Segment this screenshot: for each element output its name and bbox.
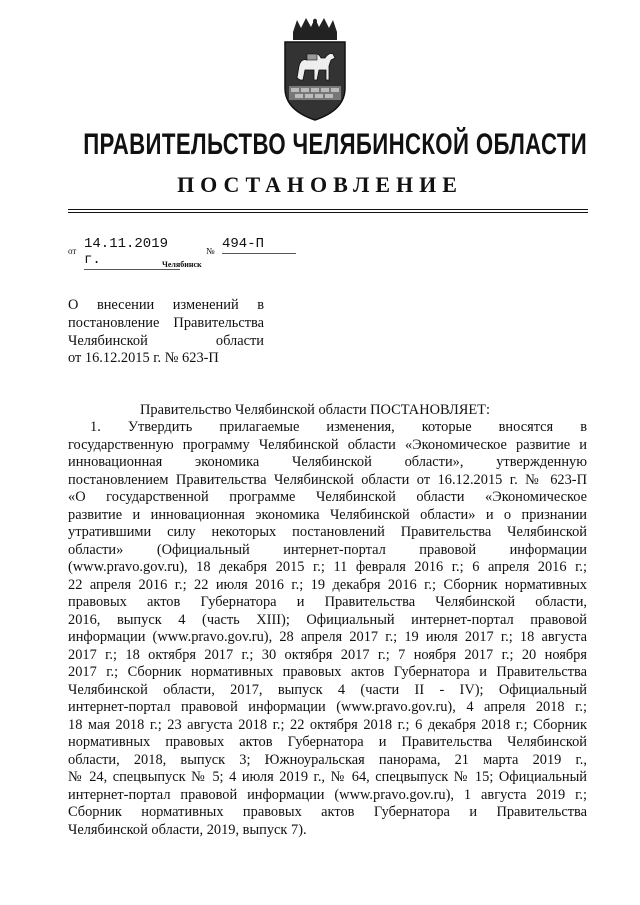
subject-line: постановление Правительства	[68, 314, 264, 331]
body-line: интернет-портал правовой информации (www.pravo.gov.ru), 4 апреля 2018 г.;	[68, 699, 587, 715]
body-line: Челябинской области, 2019, выпуск 7).	[68, 821, 307, 838]
body-line: инновационная экономика Челябинской области», утвержденную	[68, 454, 587, 470]
body-line: 2016, выпуск 4 (часть XIII); Официальный интернет-портал правовой	[68, 611, 587, 628]
body-line: области, 2018, выпуск 3; Южноуральская панорама, 21 марта 2019 г.,	[68, 751, 587, 768]
body-line: Челябинской области, 2017, выпуск 4 (части II - IV); Официальный	[68, 681, 587, 698]
body-line: 1. Утвердить прилагаемые изменения, которые вносятся в	[90, 419, 587, 435]
body-line: 18 мая 2018 г.; 23 августа 2018 г.; 22 октября 2018 г.; 6 декабря 2018 г.; Сборник	[68, 716, 587, 733]
body-line: 2017 г.; Сборник нормативных правовых актов Губернатора и Правительства	[68, 664, 587, 680]
body-line: области» (Официальный интернет-портал правовой информации	[68, 541, 587, 558]
date-prefix: от	[68, 246, 77, 256]
coat-of-arms-icon	[279, 18, 351, 122]
body-line: развитие и инновационная экономика Челябинской области» и о признании	[68, 506, 587, 523]
body-line: «О государственной программе Челябинской области «Экономическое	[68, 489, 587, 505]
body-line: интернет-портал правовой информации (www.pravo.gov.ru), 1 августа 2019 г.;	[68, 786, 587, 803]
body-line: 22 апреля 2016 г.; 22 июля 2016 г.; 19 декабря 2016 г.; Сборник нормативных	[68, 576, 587, 593]
body-line: (www.pravo.gov.ru), 18 декабря 2015 г.; 11 февраля 2016 г.; 6 апреля 2016 г.;	[68, 559, 587, 575]
subject-line: от 16.12.2015 г. № 623-П	[68, 350, 219, 367]
number-prefix: №	[206, 246, 215, 256]
document-subject	[68, 297, 264, 368]
body-line: информации (www.pravo.gov.ru), 28 апреля 2017 г.; 19 июля 2017 г.; 18 августа	[68, 629, 587, 645]
decree-statement: Правительство Челябинской области ПОСТАНОВЛЯЕТ:	[140, 402, 490, 418]
body-line: постановлением Правительства Челябинской области от 16.12.2015 г. № 623-П	[68, 471, 587, 488]
body-line: государственную программу Челябинской области «Экономическое развитие и	[68, 436, 587, 453]
document-type: ПОСТАНОВЛЕНИЕ	[177, 172, 463, 197]
document-number: 494-П	[222, 236, 296, 254]
document-date: 14.11.2019 г.	[84, 236, 180, 270]
header-divider-top	[68, 209, 588, 210]
body-line: правовых актов Губернатора и Правительства Челябинской области,	[68, 594, 587, 610]
subject-line: О внесении изменений в	[68, 297, 264, 313]
body-line: Сборник нормативных правовых актов Губернатора и Правительства	[68, 804, 587, 820]
organization-title: ПРАВИТЕЛЬСТВО ЧЕЛЯБИНСКОЙ ОБЛАСТИ	[83, 128, 588, 161]
city: Челябинск	[162, 260, 202, 269]
document-body	[68, 419, 587, 839]
header-divider-bottom	[68, 212, 588, 213]
body-line: утратившими силу некоторых постановлений Правительства Челябинской	[68, 524, 587, 540]
body-line: № 24, спецвыпуск № 5; 4 июля 2019 г., № 64, спецвыпуск № 15; Официальный	[68, 769, 587, 785]
subject-line: Челябинской области	[68, 332, 264, 349]
body-line: 2017 г.; 18 октября 2017 г.; 30 октября 2017 г.; 7 ноября 2017 г.; 20 ноября	[68, 646, 587, 663]
body-line: нормативных правовых актов Губернатора и Правительства Челябинской	[68, 734, 587, 750]
